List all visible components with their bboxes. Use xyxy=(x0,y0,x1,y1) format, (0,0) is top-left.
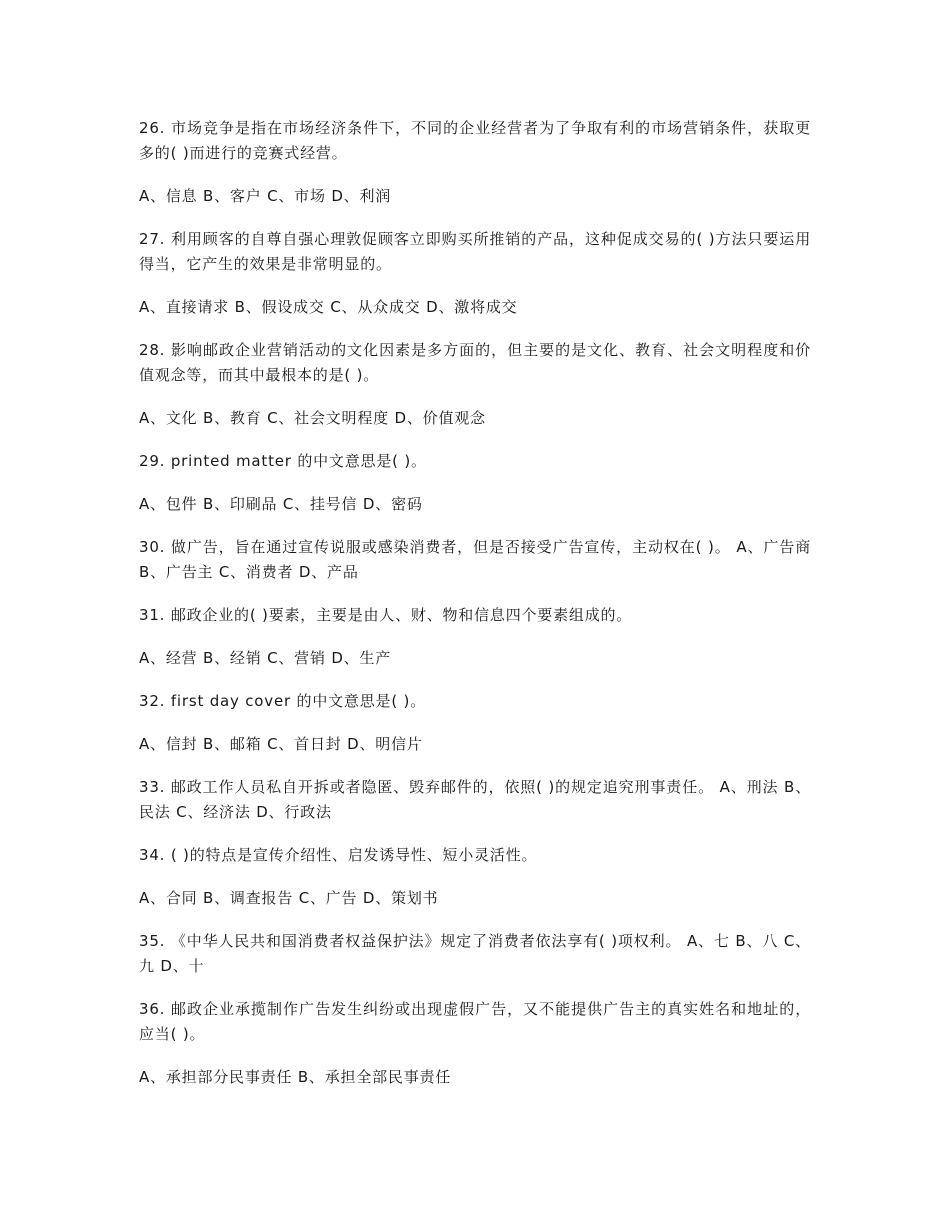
options-26: A、信息 B、客户 C、市场 D、利润 xyxy=(139,187,392,205)
options-34: A、合同 B、调查报告 C、广告 D、策划书 xyxy=(139,889,439,907)
options-29: A、包件 B、印刷品 C、挂号信 D、密码 xyxy=(139,495,423,513)
question-26: 26. 市场竞争是指在市场经济条件下，不同的企业经营者为了争取有利的市场营销条件，获取更多的( )而进行的竞赛式经营。 xyxy=(139,119,811,162)
question-27: 27. 利用顾客的自尊自强心理敦促顾客立即购买所推销的产品，这种促成交易的( )方法只要运用得当，它产生的效果是非常明显的。 xyxy=(139,230,811,273)
question-31: 31. 邮政企业的( )要素，主要是由人、财、物和信息四个要素组成的。 xyxy=(139,606,633,624)
question-29: 29. printed matter 的中文意思是( )。 xyxy=(139,452,427,470)
question-34: 34. ( )的特点是宣传介绍性、启发诱导性、短小灵活性。 xyxy=(139,846,538,864)
options-31: A、经营 B、经销 C、营销 D、生产 xyxy=(139,649,392,667)
document-body xyxy=(139,116,811,1108)
options-27: A、直接请求 B、假设成交 C、从众成交 D、激将成交 xyxy=(139,298,518,316)
options-36: A、承担部分民事责任 B、承担全部民事责任 xyxy=(139,1068,452,1086)
question-33: 33. 邮政工作人员私自开拆或者隐匿、毁弃邮件的，依照( )的规定追究刑事责任。 A、刑法 B、民法 C、经济法 D、行政法 xyxy=(139,778,811,821)
options-32: A、信封 B、邮箱 C、首日封 D、明信片 xyxy=(139,735,423,753)
question-32: 32. first day cover 的中文意思是( )。 xyxy=(139,692,426,710)
question-36: 36. 邮政企业承揽制作广告发生纠纷或出现虚假广告，又不能提供广告主的真实姓名和地址的，应当( )。 xyxy=(139,1000,811,1043)
options-28: A、文化 B、教育 C、社会文明程度 D、价值观念 xyxy=(139,409,486,427)
question-30: 30. 做广告，旨在通过宣传说服或感染消费者，但是否接受广告宣传，主动权在( )。 A、广告商 B、广告主 C、消费者 D、产品 xyxy=(139,538,811,581)
question-35: 35. 《中华人民共和国消费者权益保护法》规定了消费者依法享有( )项权利。 A、七 B、八 C、九 D、十 xyxy=(139,932,811,975)
question-28: 28. 影响邮政企业营销活动的文化因素是多方面的，但主要的是文化、教育、社会文明程度和价值观念等，而其中最根本的是( )。 xyxy=(139,341,811,384)
